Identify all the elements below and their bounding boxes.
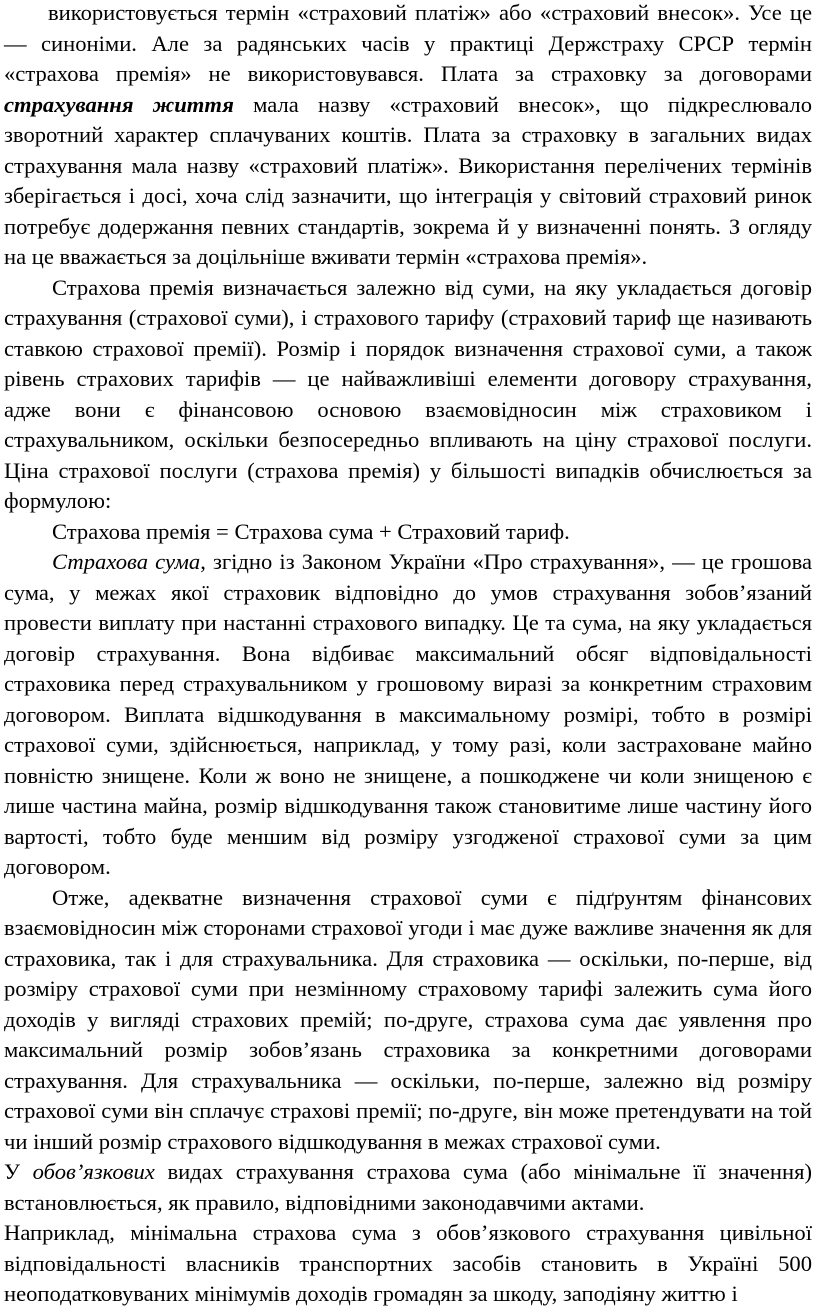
text-run: , згідно із Законом України «Про страхування», — це грошова сума, у межах якої страховик відповідно до умов страхування зобов’язаний провести виплату при настанні страхового випадку. Це та сума, на яку укладається договір страхування. Вона відбиває максимальний обсяг відповідальності страховика перед страхувальником у грошовому виразі за конкретним страховим договором. Виплата відшкодування в максимальному розмірі, тобто в розмірі страхової суми, здійснюється, наприклад, у тому разі, коли застраховане майно повністю знищене. Коли ж воно не знищене, а пошкоджене чи коли знищеною є лише частина майна, розмір відшкодування також становитиме лише частину його вартості, тобто буде меншим від розміру узгодженої страхової суми за цим договором. xyxy=(4,549,812,879)
paragraph-sum-insured xyxy=(4,547,812,883)
text-run: видах страхування страхова сума (або мінімальне її значення) встановлюється, як правило, відповідними законодавчими актами. xyxy=(4,1159,812,1215)
text-run: У xyxy=(4,1159,33,1184)
paragraph-mandatory xyxy=(4,1157,812,1218)
paragraph-premium-terms xyxy=(4,0,812,273)
text-run: мала назву «страховий внесок», що підкреслювало зворотний характер сплачуваних коштів. Плата за страховку в загальних видах страхування мала назву «страховий платіж». Використання перелічених термінів зберігається і досі, хоча слід зазначити, що інтеграція у світовий страховий ринок потребує додержання певних стандартів, зокрема й у визначенні понять. З огляду на це вважається за доцільніше вживати термін «страхова премія». xyxy=(4,91,812,269)
emphasis-life-insurance: страхування життя xyxy=(4,91,234,117)
paragraph-example: Наприклад, мінімальна страхова сума з обов’язкового страхування цивільної відповідальності власників транспортних засобів становить в Україні 500 неоподатковуваних мінімумів доходів громадян за шкоду, заподіяну життю і xyxy=(4,1220,812,1306)
formula-line: Страхова премія = Страхова сума + Страховий тариф. xyxy=(52,518,570,544)
emphasis-mandatory: обов’язкових xyxy=(32,1159,155,1184)
paragraph-importance: Отже, адекватне визначення страхової суми є підґрунтям фінансових взаємовідносин між сторонами страхової угоди і має дуже важливе значення як для страховика, так і для страхувальника. Для страховика — оскільки, по-перше, від розміру страхової суми при незмінному страховому тарифі залежить сума його доходів у вигляді страхових премій; по-друге, страхова сума дає уявлення про максимальний розмір зобов’язань страховика за конкретними договорами страхування. Для страхувальника — оскільки, по-перше, залежно від розміру страхової суми він сплачує страхові премії; по-друге, він може претендувати на той чи інший розмір страхового відшкодування в межах страхової суми. xyxy=(4,884,812,1154)
text-run: використовується термін «страховий платіж» або «страховий внесок». Усе це — синоніми. Але за радянських часів у практиці Держстраху СРСР термін «страхова премія» не використовувався. Плата за страховку за договорами xyxy=(4,0,812,86)
term-sum-insured: Страхова сума xyxy=(52,549,201,574)
paragraph-premium-definition: Страхова премія визначається залежно від суми, на яку укладається договір страхування (страхової суми), і страхового тарифу (страховий тариф ще називають ставкою страхової премії). Розмір і порядок визначення страхової суми, а також рівень страхових тарифів — це найважливіші елементи договору страхування, адже вони є фінансовою основою взаємовідносин між страховиком і страхувальником, оскільки безпосередньо впливають на ціну страхової послуги. Ціна страхової послуги (страхова премія) у більшості випадків обчислюється за формулою: xyxy=(4,274,812,513)
